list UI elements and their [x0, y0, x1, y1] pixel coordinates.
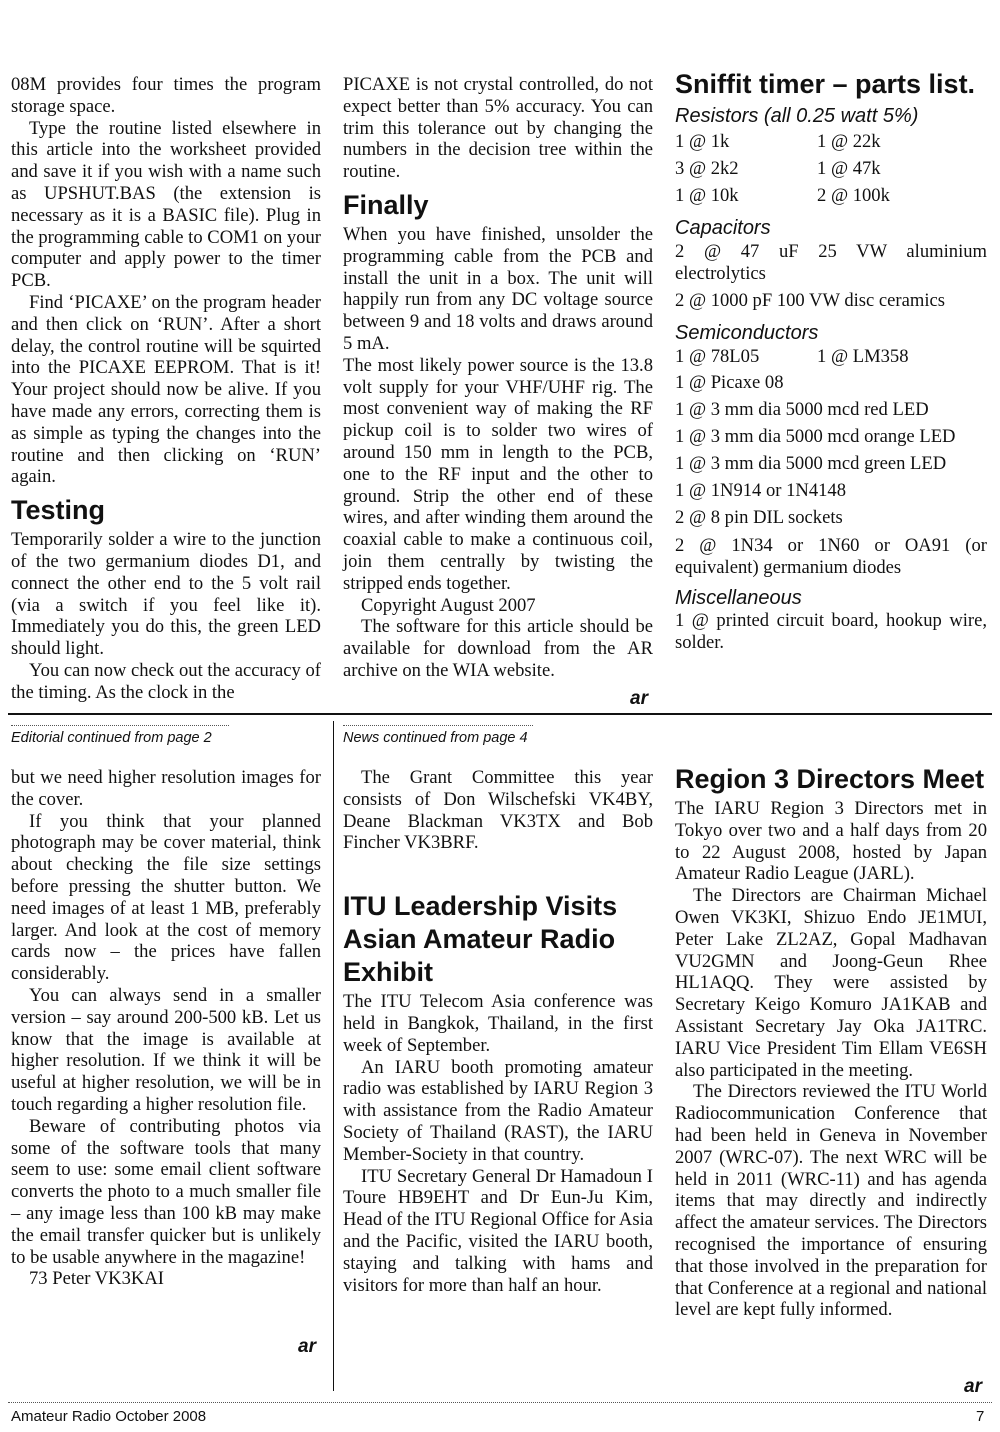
- paragraph: Find ‘PICAXE’ on the program header and then click on ‘RUN’. After a short delay, the control routine will be squirted into the PICAXE EEPROM. That is it! Your project should now be alive. If you have made any errors, correcting them is as simple as typing the changes into the routine and then clicking on ‘RUN’ again.: [11, 291, 321, 488]
- news-column: [343, 767, 653, 1296]
- heading-finally: Finally: [343, 189, 429, 220]
- paragraph: If you think that your planned photograph may be cover material, think about checking the file size settings before pressing the shutter button. We need images of at least 1 MB, preferably larger. And look at the cost of memory cards now – the prices have fallen considerably.: [11, 810, 321, 985]
- resistor-list: [675, 128, 987, 209]
- paragraph: Copyright August 2007: [361, 594, 536, 616]
- paragraph: The most likely power source is the 13.8 volt supply for your VHF/UHF rig. The most convenient way of making the RF pickup coil is to solder two wires of around 150 mm in length to the PCB, one to the RF input and the other to ground. Strip the other end of these wires, and after winding them around the coaxial cable to make a continuous coil, join them centrally by twisting the stripped ends together.: [343, 354, 653, 594]
- column-divider: [333, 721, 334, 1391]
- resistor-item: 2 @ 100k: [817, 185, 890, 206]
- paragraph: ITU Secretary General Dr Hamadoun I Toure HB9EHT and Dr Eun-Ju Kim, Head of the ITU Regional Office for Asia and the Pacific, visited the IARU booth, staying and talking with hams and visitors for more than half an hour.: [343, 1165, 653, 1296]
- paragraph: The ITU Telecom Asia conference was held in Bangkok, Thailand, in the first week of September.: [343, 991, 653, 1056]
- resistor-item: 1 @ 22k: [817, 131, 881, 152]
- paragraph: The Grant Committee this year consists of Don Wilschefski VK4BY, Deane Blackman VK3TX and Bob Fincher VK3BRF.: [343, 767, 653, 854]
- paragraph: The IARU Region 3 Directors met in Tokyo over two and a half days from 20 to 22 August 2008, hosted by Japan Amateur Radio League (JARL).: [675, 798, 987, 885]
- resistor-item: 1 @ 47k: [817, 158, 881, 179]
- signature: 73 Peter VK3KAI: [29, 1268, 164, 1290]
- miscellaneous-heading: Miscellaneous: [675, 587, 802, 609]
- capacitor-item: 2 @ 47 uF 25 VW aluminium electrolytics: [675, 241, 987, 284]
- label-rule: [11, 725, 229, 726]
- end-mark: ar: [298, 1336, 316, 1357]
- end-mark: ar: [964, 1376, 982, 1397]
- semiconductor-item: 1 @ 3 mm dia 5000 mcd red LED: [675, 399, 929, 420]
- resistor-item: 3 @ 2k2: [675, 158, 739, 179]
- semiconductor-item: 2 @ 8 pin DIL sockets: [675, 507, 843, 528]
- paragraph: The Directors are Chairman Michael Owen VK3KI, Shizuo Endo JE1MUI, Peter Lake ZL2AZ, Gopal Madhavan VU2GMN and Joong-Geun Rhee HL1AQQ. They were assisted by Secretary Keigo Komuro JA1KAB and Assistant Secretary Jay Oka JA1TRC. IARU Vice President Tim Ellam VE6SH also participated in the meeting.: [675, 885, 987, 1081]
- semiconductor-item: 1 @ 3 mm dia 5000 mcd green LED: [675, 453, 947, 474]
- semiconductor-item: 1 @ 1N914 or 1N4148: [675, 480, 847, 501]
- heading-region3: Region 3 Directors Meet: [675, 764, 985, 794]
- region3-column: [675, 763, 987, 1321]
- footer-rule: [8, 1402, 992, 1403]
- paragraph: When you have finished, unsolder the programming cable from the PCB and install the unit in a box. The unit will happily run from any DC voltage source between 9 and 18 volts and draws around 5 mA.: [343, 223, 653, 354]
- paragraph: The Directors reviewed the ITU World Radiocommunication Conference that had been held in Geneva in November 2007 (WRC-07). The next WRC will be held in 2011 (WRC-11) and has agenda items that may directly and indirectly affect the amateur services. The Directors recognised the importance of ensuring that those involved in the preparation for that Conference at a regional and national level are kept fully informed.: [675, 1081, 987, 1321]
- resistor-item: 1 @ 10k: [675, 185, 739, 206]
- paragraph: 08M provides four times the program storage space.: [11, 74, 321, 117]
- capacitors-heading: Capacitors: [675, 217, 771, 239]
- capacitor-item: 2 @ 1000 pF 100 VW disc ceramics: [675, 290, 945, 311]
- editorial-column: [11, 767, 321, 1290]
- paragraph: Beware of contributing photos via some of the software tools that many seem to use: some email client software converts the photo to a much smaller file – any image less than 100 kB may make the email transfer quicker but is unlikely to be usable anywhere in the magazine!: [11, 1115, 321, 1268]
- paragraph: The software for this article should be available for download from the AR archive on the WIA website.: [343, 616, 653, 681]
- end-mark: ar: [630, 688, 648, 709]
- semiconductor-item: 1 @ Picaxe 08: [675, 372, 784, 393]
- label-rule: [343, 725, 533, 726]
- heading-itu-leadership: ITU Leadership Visits Asian Amateur Radio Exhibit: [343, 891, 618, 988]
- semiconductors-heading: Semiconductors: [675, 322, 819, 344]
- semiconductor-item: 1 @ 3 mm dia 5000 mcd orange LED: [675, 426, 956, 447]
- paragraph: An IARU booth promoting amateur radio was established by IARU Region 3 with assistance from the Radio Amateur Society of Thailand (RAST), the IARU Member-Society in that country.: [343, 1056, 653, 1165]
- parts-list-title: Sniffit timer – parts list.: [675, 69, 976, 99]
- semiconductor-item: 1 @ LM358: [817, 346, 909, 367]
- heading-testing: Testing: [11, 495, 105, 526]
- resistors-heading: Resistors (all 0.25 watt 5%): [675, 105, 919, 127]
- resistor-item: 1 @ 1k: [675, 131, 730, 152]
- editorial-continued-label: Editorial continued from page 2: [11, 730, 212, 746]
- miscellaneous-item: 1 @ printed circuit board, hookup wire, solder.: [675, 610, 987, 653]
- paragraph: Temporarily solder a wire to the junction of the two germanium diodes D1, and connect the other end to the 5 volt rail (via a switch if you feel like it). Immediately you do this, the green LED should light.: [11, 529, 321, 660]
- semiconductor-row: [675, 345, 987, 369]
- news-continued-label: News continued from page 4: [343, 730, 528, 746]
- section-divider: [8, 713, 992, 715]
- paragraph: PICAXE is not crystal controlled, do not expect better than 5% accuracy. You can trim this tolerance out by changing the numbers in the decision tree within the routine.: [343, 74, 653, 183]
- semiconductor-item: 2 @ 1N34 or 1N60 or OA91 (or equivalent) germanium diodes: [675, 535, 987, 578]
- publication-name: Amateur Radio October 2008: [11, 1408, 207, 1425]
- top-column-1: [11, 74, 321, 704]
- paragraph: but we need higher resolution images for the cover.: [11, 767, 321, 810]
- top-column-2: [343, 74, 653, 682]
- paragraph: Type the routine listed elsewhere in this article into the worksheet provided and save it if you wish with a name such as UPSHUT.BAS (the extension is necessary as it is a BASIC file). Plug in the programming cable to COM1 on your computer and apply power to the timer PCB.: [11, 117, 321, 292]
- paragraph: You can always send in a smaller version – say around 200-500 kB. Let us know that the image is available at higher resolution. If we think it will be useful at higher resolution, we will be in touch regarding a higher resolution file.: [11, 984, 321, 1115]
- semiconductor-item: 1 @ 78L05: [675, 346, 760, 367]
- paragraph: You can now check out the accuracy of the timing. As the clock in the: [11, 659, 321, 703]
- page-number: 7: [976, 1408, 985, 1425]
- parts-list: [675, 68, 987, 656]
